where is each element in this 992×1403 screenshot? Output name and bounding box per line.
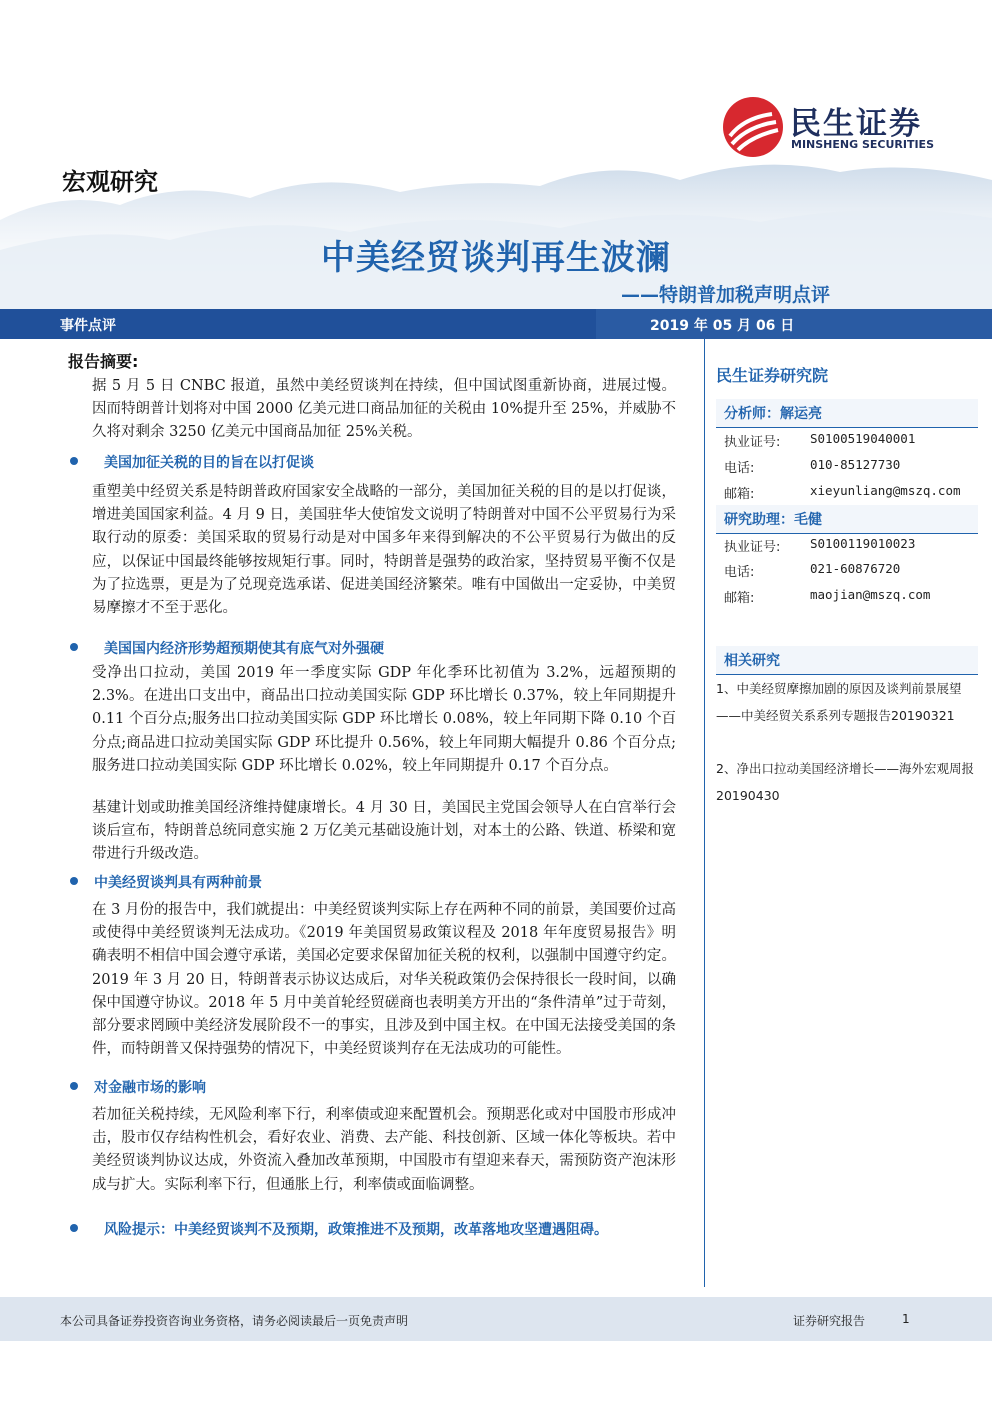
report-category: 宏观研究 — [62, 168, 158, 196]
report-banner — [0, 309, 992, 339]
section-heading: 中美经贸谈判具有两种前景 — [70, 872, 680, 894]
minsheng-logo-icon — [722, 96, 784, 158]
logo-chinese-name: 民生证券 — [790, 106, 922, 142]
company-logo — [722, 96, 962, 156]
section-paragraph: 若加征关税持续，无风险利率下行，利率债或迎来配置机会。预期恶化或对中国股市形成冲击，股市仅存结构性机会，看好农业、消费、去产能、科技创新、区域一体化等板块。若中美经贸谈判协议达成，外资流入叠加改革预期，中国股市有望迎来春天，需预防资产泡沫形成与扩大。实际利率下行，但通胀上行，利率债或面临调整。 — [92, 1107, 676, 1193]
section-paragraph: 重塑美中经贸关系是特朗普政府国家安全战略的一部分，美国加征关税的目的是以打促谈，增进美国国家利益。4 月 9 日，美国驻华大使馆发文说明了特朗普对中国不公平贸易行为采取行动的原委：美国采取的贸易行动是对中国多年来得到解决的不公平贸易行为做出的反应，以保证中国最终能够按规矩行事。同时，特朗普是强势的政治家，坚持贸易平衡不仅是为了拉选票，更是为了兑现竞选承诺、促进美国经济繁荣。唯有中国做出一定妥协，中美贸易摩擦才不至于恶化。 — [92, 484, 676, 617]
bullet-icon — [70, 457, 78, 465]
footer-disclaimer: 本公司具备证券投资咨询业务资格，请务必阅读最后一页免责声明 — [60, 1314, 409, 1328]
report-title: 中美经贸谈判再生波澜 — [321, 238, 671, 278]
footer-report-type: 证券研究报告 — [793, 1314, 866, 1328]
report-type: 事件点评 — [60, 318, 116, 334]
summary-heading: 报告摘要: — [68, 352, 139, 371]
related-research-heading: 相关研究 — [716, 646, 978, 675]
related-item[interactable]: 2、净出口拉动美国经济增长——海外宏观周报 20190430 — [716, 761, 974, 803]
bullet-icon — [70, 643, 78, 651]
logo-english-name: MINSHENG SECURITIES — [791, 138, 934, 151]
assistant-heading: 研究助理：毛健 — [716, 505, 978, 534]
section-paragraph: 在 3 月份的报告中，我们就提出：中美经贸谈判实际上存在两种不同的前景，美国要价过高或使得中美经贸谈判无法成功。《2019 年美国贸易政策议程及 2018 年年度贸易报告》明确表明不相信中国会遵守承诺，美国必定要求保留加征关税的权利，以强制中国遵守约定。2019 年 3 月 20 日，特朗普表示协议达成后，对华关税政策仍会保持很长一段时间，以确保中国遵守协议。2018 年 5 月中美首轮经贸磋商也表明美方开出的“条件清单”过于苛刻，部分要求罔顾中美经济发展阶段不一的事实，且涉及到中国主权。在中国无法接受美国的条件，而特朗普又保持强势的情况下，中美经贸谈判存在无法成功的可能性。 — [92, 902, 676, 1058]
column-divider — [704, 339, 705, 1287]
section-paragraph: 基建计划或助推美国经济维持健康增长。4 月 30 日，美国民主党国会领导人在白宫举行会谈后宣布，特朗普总统同意实施 2 万亿美元基础设施计划，对本土的公路、铁道、桥梁和宽带进行升级改造。 — [92, 800, 676, 863]
bullet-icon — [70, 1224, 78, 1232]
bullet-icon — [70, 1082, 78, 1090]
page-footer — [0, 1297, 992, 1341]
related-item[interactable]: 1、中美经贸摩擦加剧的原因及谈判前景展望——中美经贸关系系列专题报告20190321 — [716, 681, 962, 723]
research-institute: 民生证券研究院 — [716, 366, 829, 385]
analyst-heading: 分析师：解运亮 — [716, 399, 978, 428]
section-heading: 美国国内经济形势超预期使其有底气对外强硬 — [70, 638, 680, 660]
risk-warning: 风险提示：中美经贸谈判不及预期，政策推进不及预期，改革落地攻坚遭遇阻碍。 — [70, 1219, 680, 1241]
report-subtitle: ——特朗普加税声明点评 — [620, 284, 830, 306]
section-heading: 对金融市场的影响 — [70, 1077, 680, 1099]
section-paragraph: 受净出口拉动，美国 2019 年一季度实际 GDP 年化季环比初值为 3.2%，远超预期的 2.3%。在进出口支出中，商品出口拉动美国实际 GDP 环比增长 0.37%，较上年同期提升 0.11 个百分点;服务出口拉动美国实际 GDP 环比增长 0.08%，较上年同期下降 0.10 个百分点;商品进口拉动美国实际 GDP 环比提升 0.56%，较上年同期大幅提升 0.86 个百分点;服务进口拉动美国实际 GDP 环比增长 0.02%，较上年同期提升 0.17 个百分点。 — [92, 665, 676, 774]
summary-intro: 据 5 月 5 日 CNBC 报道，虽然中美经贸谈判在持续，但中国试图重新协商，进展过慢。因而特朗普计划将对中国 2000 亿美元进口商品加征的关税由 10%提升至 25%，并威胁不久将对剩余 3250 亿美元中国商品加征 25%关税。 — [92, 378, 676, 441]
page-number: 1 — [902, 1312, 910, 1326]
report-date: 2019 年 05 月 06 日 — [650, 318, 795, 334]
section-heading: 美国加征关税的目的旨在以打促谈 — [70, 452, 680, 474]
bullet-icon — [70, 877, 78, 885]
